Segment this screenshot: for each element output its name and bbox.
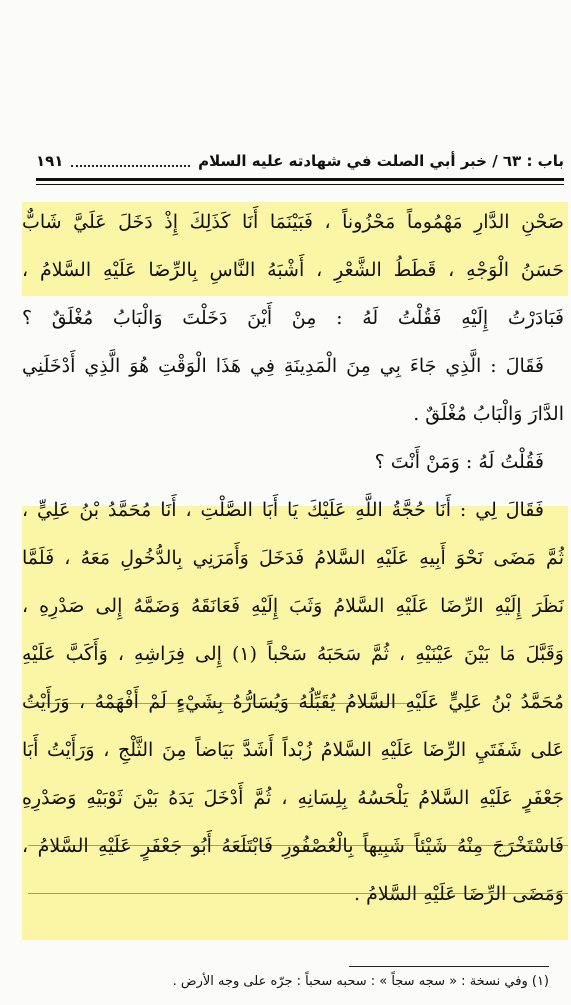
text-line: جَعْفَرٍ عَلَيْهِ السَّلامُ يَلْحَسُهُ بِلِسَانِهِ ، ثُمَّ أَدْخَلَ يَدَهُ بَيْنَ ثَوْبَيْهِ وَصَدْرِهِ: [22, 787, 564, 809]
text-line: صَحْنِ الدَّارِ مَهْمُوماً مَحْزُوناً ، فَبَيْنَمَا أَنَا كَذَلِكَ إِذْ دَخَلَ عَلَيَّ شَابٌّ: [22, 211, 564, 233]
text-line: وَمَضَى الرِّضَا عَلَيْهِ السَّلامُ .: [353, 883, 564, 905]
text-line: نَظَرَ إِلَيْهِ الرِّضَا عَلَيْهِ السَّلامُ وَثَبَ إِلَيْهِ فَعَانَقَهُ وَضَمَّهُ إِلى صَدْرِهِ ،: [22, 595, 564, 617]
header-rule-thin: [36, 184, 564, 185]
text-line: فَقَالَ لِي : أَنَا حُجَّةُ اللَّهِ عَلَيْكَ يَا أَبَا الصَّلْتِ ، أَنَا مُحَمَّدُ بْنُ عَلِيٍّ ،: [22, 499, 544, 521]
footnote-rule: [349, 966, 549, 967]
text-line: مُحَمَّدُ بْنُ عَلِيٍّ عَلَيْهِ السَّلامُ يُقَبِّلُهُ وَيُسَارُّهُ بِشَيْءٍ لَمْ أَفْهَمْهُ ، وَرَأَيْتُ: [22, 691, 564, 713]
text-line: فَقُلْتُ لَهُ : وَمَنْ أَنْتَ ؟: [374, 451, 544, 473]
body-text: [22, 198, 564, 918]
header-leader-dots: [71, 155, 190, 167]
text-line: عَلى شَفَتَيِ الرِّضَا عَلَيْهِ السَّلامُ زُبْداً أَشَدَّ بَيَاضاً مِنَ الثَّلْجِ ، وَرَأَيْتُ أَبَا: [22, 739, 564, 761]
page-number: ١٩١: [36, 152, 64, 170]
text-line: وَقَبَّلَ مَا بَيْنَ عَيْنَيْهِ ، ثُمَّ سَحَبَهُ سَحْباً (١) إِلى فِرَاشِهِ ، وَأَكَبَّ عَلَيْهِ: [22, 643, 564, 665]
text-line: فَقَالَ : الَّذِي جَاءَ بِي مِنَ الْمَدِينَةِ فِي هَذَا الْوَقْتِ هُوَ الَّذِي أَدْخَلَنِي: [22, 355, 544, 377]
text-line: ثُمَّ مَضَى نَحْوَ أَبِيهِ عَلَيْهِ السَّلامُ فَدَخَلَ وَأَمَرَنِي بِالدُّخُولِ مَعَهُ ، فَلَمَّا: [22, 547, 564, 569]
footnote: (١) وفي نسخة : « سجه سجاً » : سحبه سحباً : جرّه على وجه الأرض .: [172, 974, 549, 989]
text-line: فَاسْتَخْرَجَ مِنْهُ شَيْئاً شَبِيهاً بِالْعُصْفُورِ فَابْتَلَعَهُ أَبُو جَعْفَرٍ عَلَيْهِ السَّلامُ ،: [22, 835, 564, 857]
text-line: فَبَادَرْتُ إِلَيْهِ فَقُلْتُ لَهُ : مِنْ أَيْنَ دَخَلْتَ وَالْبَابُ مُغْلَقٌ ؟: [22, 307, 564, 329]
header-title: باب : ٦٣ / خبر أبي الصلت في شهادته عليه السلام: [198, 152, 564, 170]
header-rule-thick: [36, 178, 564, 181]
running-header: [36, 148, 564, 174]
text-line: الدَّارَ وَالْبَابُ مُغْلَقٌ .: [413, 403, 564, 425]
text-line: حَسَنُ الْوَجْهِ ، قَطَطُ الشَّعْرِ ، أَشْبَهُ النَّاسِ بِالرِّضَا عَلَيْهِ السَّلامُ ،: [22, 259, 564, 281]
